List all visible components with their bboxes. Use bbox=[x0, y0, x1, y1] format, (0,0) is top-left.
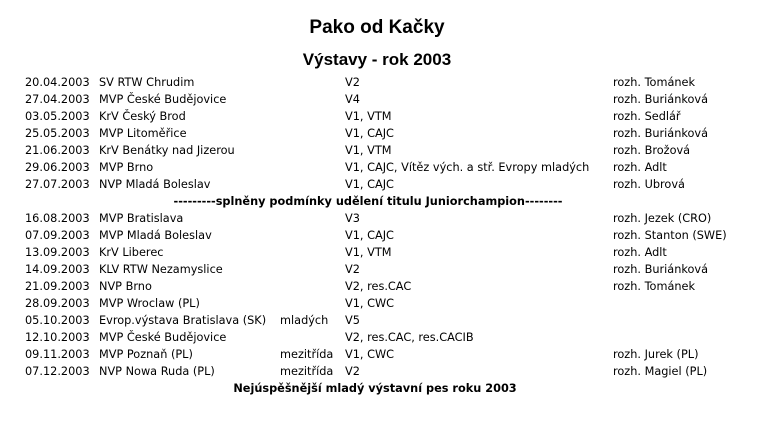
result-row bbox=[25, 210, 745, 227]
result-grade: V1, CAJC bbox=[345, 229, 394, 242]
result-row bbox=[25, 261, 745, 278]
result-show: NVP Brno bbox=[99, 280, 152, 293]
result-judge: rozh. Magiel (PL) bbox=[613, 365, 708, 378]
juniorchampion-note: ---------splněny podmínky udělení titulu Juniorchampion-------- bbox=[173, 195, 563, 208]
result-grade: V2 bbox=[345, 76, 360, 89]
result-row bbox=[25, 244, 745, 261]
result-show: KLV RTW Nezamyslice bbox=[99, 263, 223, 276]
result-show: KrV Český Brod bbox=[99, 110, 186, 123]
result-judge: rozh. Sedlář bbox=[613, 110, 681, 123]
result-judge: rozh. Buriánková bbox=[613, 263, 709, 276]
result-judge: rozh. Adlt bbox=[613, 161, 667, 174]
result-grade: V2 bbox=[345, 365, 360, 378]
result-show: MVP Wroclaw (PL) bbox=[99, 297, 200, 310]
result-grade: V1, VTM bbox=[345, 246, 392, 259]
page-subtitle: Výstavy - rok 2003 bbox=[302, 50, 452, 70]
result-show: NVP Nowa Ruda (PL) bbox=[99, 365, 215, 378]
result-grade: V1, CAJC bbox=[345, 178, 394, 191]
result-grade: V1, VTM bbox=[345, 144, 392, 157]
result-show: MVP Litoměřice bbox=[99, 127, 187, 140]
result-show: KrV Benátky nad Jizerou bbox=[99, 144, 235, 157]
result-row bbox=[25, 142, 745, 159]
result-judge: rozh. Tománek bbox=[613, 76, 696, 89]
result-date: 05.10.2003 bbox=[25, 314, 90, 327]
result-date: 07.12.2003 bbox=[25, 365, 90, 378]
result-grade: V2, res.CAC, res.CACIB bbox=[345, 331, 474, 344]
result-date: 09.11.2003 bbox=[25, 348, 90, 361]
result-row bbox=[25, 329, 745, 346]
result-date: 20.04.2003 bbox=[25, 76, 90, 89]
result-judge: rozh. Adlt bbox=[613, 246, 667, 259]
page-title: Pako od Kačky bbox=[309, 16, 445, 38]
result-grade: V1, CAJC bbox=[345, 127, 394, 140]
results-table bbox=[25, 74, 745, 397]
result-judge: rozh. Buriánková bbox=[613, 127, 709, 140]
result-show: MVP Mladá Boleslav bbox=[99, 229, 212, 242]
result-class: mezitřída bbox=[280, 365, 334, 378]
result-date: 27.07.2003 bbox=[25, 178, 90, 191]
result-row bbox=[25, 363, 745, 380]
result-row bbox=[25, 346, 745, 363]
result-row bbox=[25, 227, 745, 244]
results-group-before bbox=[25, 74, 745, 193]
result-row bbox=[25, 295, 745, 312]
result-show: KrV Liberec bbox=[99, 246, 164, 259]
result-grade: V1, CWC bbox=[345, 297, 395, 310]
result-judge: rozh. Jezek (CRO) bbox=[613, 212, 712, 225]
result-grade: V4 bbox=[345, 93, 360, 106]
result-date: 16.08.2003 bbox=[25, 212, 90, 225]
result-date: 21.09.2003 bbox=[25, 280, 90, 293]
result-judge: rozh. Ubrová bbox=[613, 178, 685, 191]
result-show: MVP Poznaň (PL) bbox=[99, 348, 193, 361]
result-grade: V1, CWC bbox=[345, 348, 395, 361]
result-grade: V1, CAJC, Vítěz vých. a stř. Evropy mladých bbox=[345, 161, 590, 174]
result-date: 07.09.2003 bbox=[25, 229, 90, 242]
result-show: SV RTW Chrudim bbox=[99, 76, 195, 89]
result-judge: rozh. Stanton (SWE) bbox=[613, 229, 727, 242]
result-date: 14.09.2003 bbox=[25, 263, 90, 276]
result-row bbox=[25, 125, 745, 142]
result-row bbox=[25, 312, 745, 329]
result-show: MVP Brno bbox=[99, 161, 154, 174]
result-grade: V3 bbox=[345, 212, 360, 225]
result-grade: V5 bbox=[345, 314, 360, 327]
result-grade: V2 bbox=[345, 263, 360, 276]
results-group-after bbox=[25, 210, 745, 380]
result-show: MVP České Budějovice bbox=[99, 331, 227, 344]
result-judge: rozh. Brožová bbox=[613, 144, 691, 157]
result-date: 21.06.2003 bbox=[25, 144, 90, 157]
result-show: MVP Bratislava bbox=[99, 212, 184, 225]
result-date: 27.04.2003 bbox=[25, 93, 90, 106]
result-grade: V2, res.CAC bbox=[345, 280, 412, 293]
result-show: MVP České Budějovice bbox=[99, 93, 227, 106]
result-row bbox=[25, 74, 745, 91]
result-date: 03.05.2003 bbox=[25, 110, 90, 123]
result-class: mladých bbox=[280, 314, 329, 327]
award-footer: Nejúspěšnější mladý výstavní pes roku 2003 bbox=[233, 382, 517, 395]
result-class: mezitřída bbox=[280, 348, 334, 361]
result-row bbox=[25, 108, 745, 125]
result-date: 13.09.2003 bbox=[25, 246, 90, 259]
result-row bbox=[25, 159, 745, 176]
result-judge: rozh. Tománek bbox=[613, 280, 696, 293]
result-judge: rozh. Buriánková bbox=[613, 93, 709, 106]
result-judge: rozh. Jurek (PL) bbox=[613, 348, 699, 361]
result-date: 29.06.2003 bbox=[25, 161, 90, 174]
result-show: Evrop.výstava Bratislava (SK) bbox=[99, 314, 267, 327]
result-grade: V1, VTM bbox=[345, 110, 392, 123]
result-date: 25.05.2003 bbox=[25, 127, 90, 140]
result-row bbox=[25, 91, 745, 108]
result-date: 28.09.2003 bbox=[25, 297, 90, 310]
result-date: 12.10.2003 bbox=[25, 331, 90, 344]
result-row bbox=[25, 278, 745, 295]
result-show: NVP Mladá Boleslav bbox=[99, 178, 211, 191]
result-row bbox=[25, 176, 745, 193]
